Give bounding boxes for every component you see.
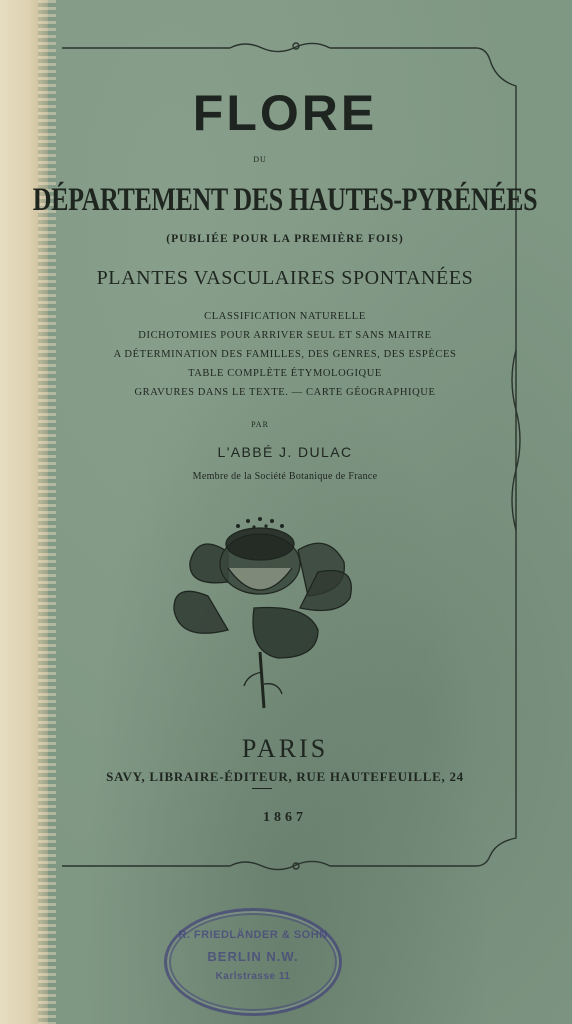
publication-city: PARIS — [241, 734, 329, 763]
stamp-line: BERLIN N.W. — [207, 949, 299, 964]
title-connector: DU — [253, 155, 267, 164]
contents-line: TABLE COMPLÈTE ÉTYMOLOGIQUE — [188, 368, 382, 379]
contents-line: A DÉTERMINATION DES FAMILLES, DES GENRES, DES ESPÈCES — [113, 349, 457, 360]
flower-engraving — [168, 512, 358, 712]
publication-note: (PUBLIÉE POUR LA PREMIÈRE FOIS) — [166, 233, 404, 245]
subtitle: PLANTES VASCULAIRES SPONTANÉES — [96, 267, 474, 289]
publisher-line: SAVY, LIBRAIRE-ÉDITEUR, RUE HAUTEFEUILLE, 24 — [106, 769, 464, 784]
author-affiliation: Membre de la Société Botanique de France — [192, 471, 378, 482]
publication-year: 1867 — [263, 810, 307, 825]
contents-line: DICHOTOMIES POUR ARRIVER SEUL ET SANS MAITRE — [138, 330, 432, 341]
stamp-line: R. FRIEDLÄNDER & SOHN — [178, 929, 328, 941]
contents-line: GRAVURES DANS LE TEXTE. — CARTE GÉOGRAPHIQUE — [134, 387, 436, 398]
department-title: DÉPARTEMENT DES HAUTES-PYRÉNÉES — [32, 181, 538, 218]
library-stamp — [164, 908, 342, 1016]
contents-line: CLASSIFICATION NATURELLE — [204, 311, 366, 322]
author-name: L'ABBÉ J. DULAC — [217, 444, 353, 460]
divider — [252, 788, 272, 789]
stamp-line: Karlstrasse 11 — [215, 971, 291, 982]
by-label: PAR — [251, 420, 269, 429]
title: FLORE — [192, 85, 378, 141]
